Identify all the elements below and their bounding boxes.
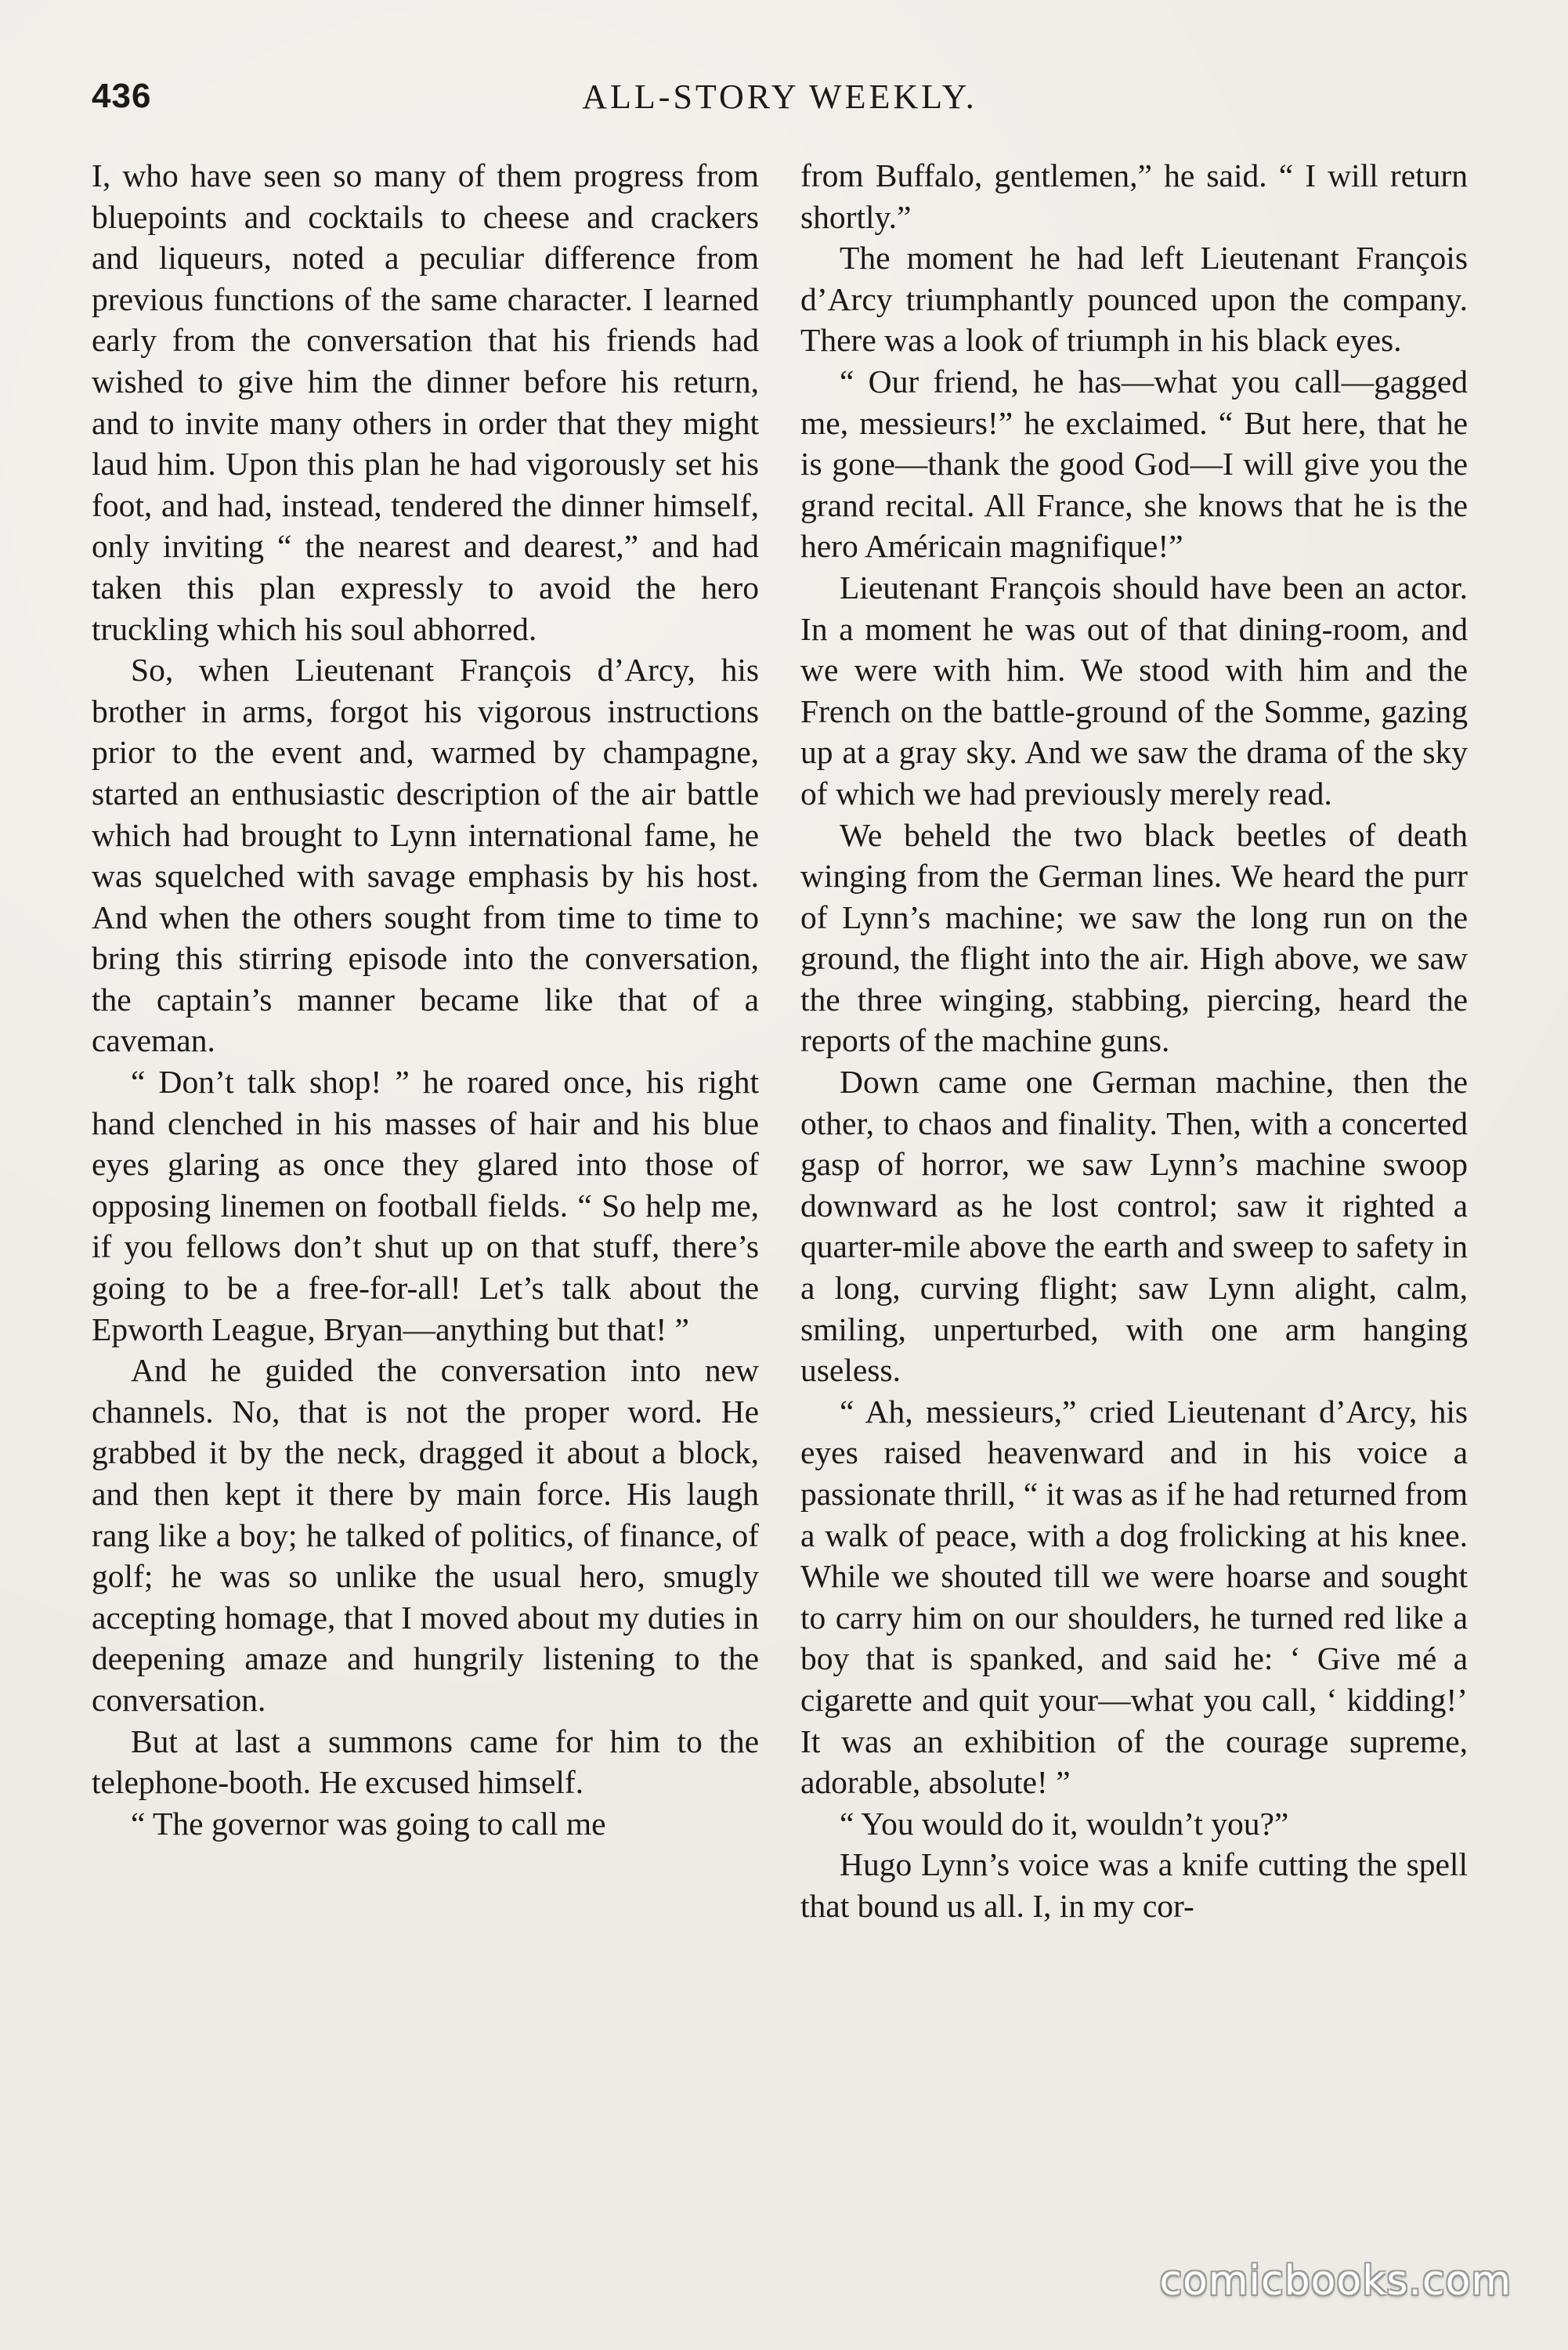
paragraph: Hugo Lynn’s voice was a knife cutting the spell that bound us all. I, in my cor- xyxy=(800,1846,1468,1924)
paragraph: But at last a summons came for him to the telephone-booth. He excused himself. xyxy=(92,1723,759,1801)
running-head: ALL-STORY WEEKLY. xyxy=(582,78,977,116)
paragraph: We beheld the two black beetles of death winging from the German lines. We heard the purr of Lynn’s machine; we saw the long run on the ground, the flight into the air. High above, we saw the three winging, stabbing, piercing, heard the reports of the machine guns. xyxy=(800,816,1468,1059)
paragraph: from Buffalo, gentlemen,” he said. “ I will return shortly.” xyxy=(800,157,1468,235)
right-column xyxy=(800,155,1468,1927)
paragraph: I, who have seen so many of them progress from bluepoints and cocktails to cheese and crackers and liqueurs, noted a peculiar difference from previous functions of the same character. I learned early from the conversation that his friends had wished to give him the dinner before his return, and to invite many others in order that they might laud him. Upon this plan he had vigorously set his foot, and had, instead, tendered the dinner himself, only inviting “ the nearest and dearest,” and had taken this plan expressly to avoid the hero truckling which his soul abhorred. xyxy=(92,157,759,647)
page-header xyxy=(92,72,1468,127)
paragraph: Lieutenant François should have been an actor. In a moment he was out of that dining-room, and we were with him. We stood with him and the French on the battle-ground of the Somme, gazing up at a gray sky. And we saw the drama of the sky of which we had previously merely read. xyxy=(800,569,1468,812)
left-column xyxy=(92,155,759,1844)
paragraph: “ The governor was going to call me xyxy=(131,1805,606,1842)
paragraph: “ Don’t talk shop! ” he roared once, his right hand clenched in his masses of hair and his blue eyes glaring as once they glared into those of opposing linemen on football fields. “ So help me, if you fellows don’t shut up on that stuff, there’s going to be a free-for-all! Let’s talk about the Epworth League, Bryan—anything but that! ” xyxy=(92,1064,759,1347)
watermark: comicbooks.com xyxy=(1159,2258,1512,2305)
paragraph: Down came one German machine, then the other, to chaos and finality. Then, with a concerted gasp of horror, we saw Lynn’s machine swoop downward as he lost control; saw it righted a quarter-mile above the earth and sweep to safety in a long, curving flight; saw Lynn alight, calm, smiling, unperturbed, with one arm hanging useless. xyxy=(800,1064,1468,1389)
page-number: 436 xyxy=(92,77,152,115)
paragraph: “ Our friend, he has—what you call—gagged me, messieurs!” he exclaimed. “ But here, that he is gone—thank the good God—I will give you the grand recital. All France, she knows that he is the hero Américain magnifique!” xyxy=(800,363,1468,565)
paragraph: The moment he had left Lieutenant François d’Arcy triumphantly pounced upon the company. There was a look of triumph in his black eyes. xyxy=(800,240,1468,359)
paragraph: “ You would do it, wouldn’t you?” xyxy=(840,1805,1289,1842)
paragraph: So, when Lieutenant François d’Arcy, his brother in arms, forgot his vigorous instructions prior to the event and, warmed by champagne, started an enthusiastic description of the air battle which had brought to Lynn international fame, he was squelched with savage emphasis by his host. And when the others sought from time to time to bring this stirring episode into the conversation, the captain’s manner became like that of a caveman. xyxy=(92,652,759,1059)
paragraph: And he guided the conversation into new channels. No, that is not the proper word. He grabbed it by the neck, dragged it about a block, and then kept it there by main force. His laugh rang like a boy; he talked of politics, of finance, of golf; he was so unlike the usual hero, smugly accepting homage, that I moved about my duties in deepening amaze and hungrily listening to the conversation. xyxy=(92,1352,759,1718)
paragraph: “ Ah, messieurs,” cried Lieutenant d’Arcy, his eyes raised heavenward and in his voice a passionate thrill, “ it was as if he had returned from a walk of peace, with a dog frolicking at his knee. While we shouted till we were hoarse and sought to carry him on our shoulders, he turned red like a boy that is spanked, and said he: ‘ Give mé a cigarette and quit your—what you call, ‘ kidding!’ It was an exhibition of the courage supreme, adorable, absolute! ” xyxy=(800,1393,1468,1801)
